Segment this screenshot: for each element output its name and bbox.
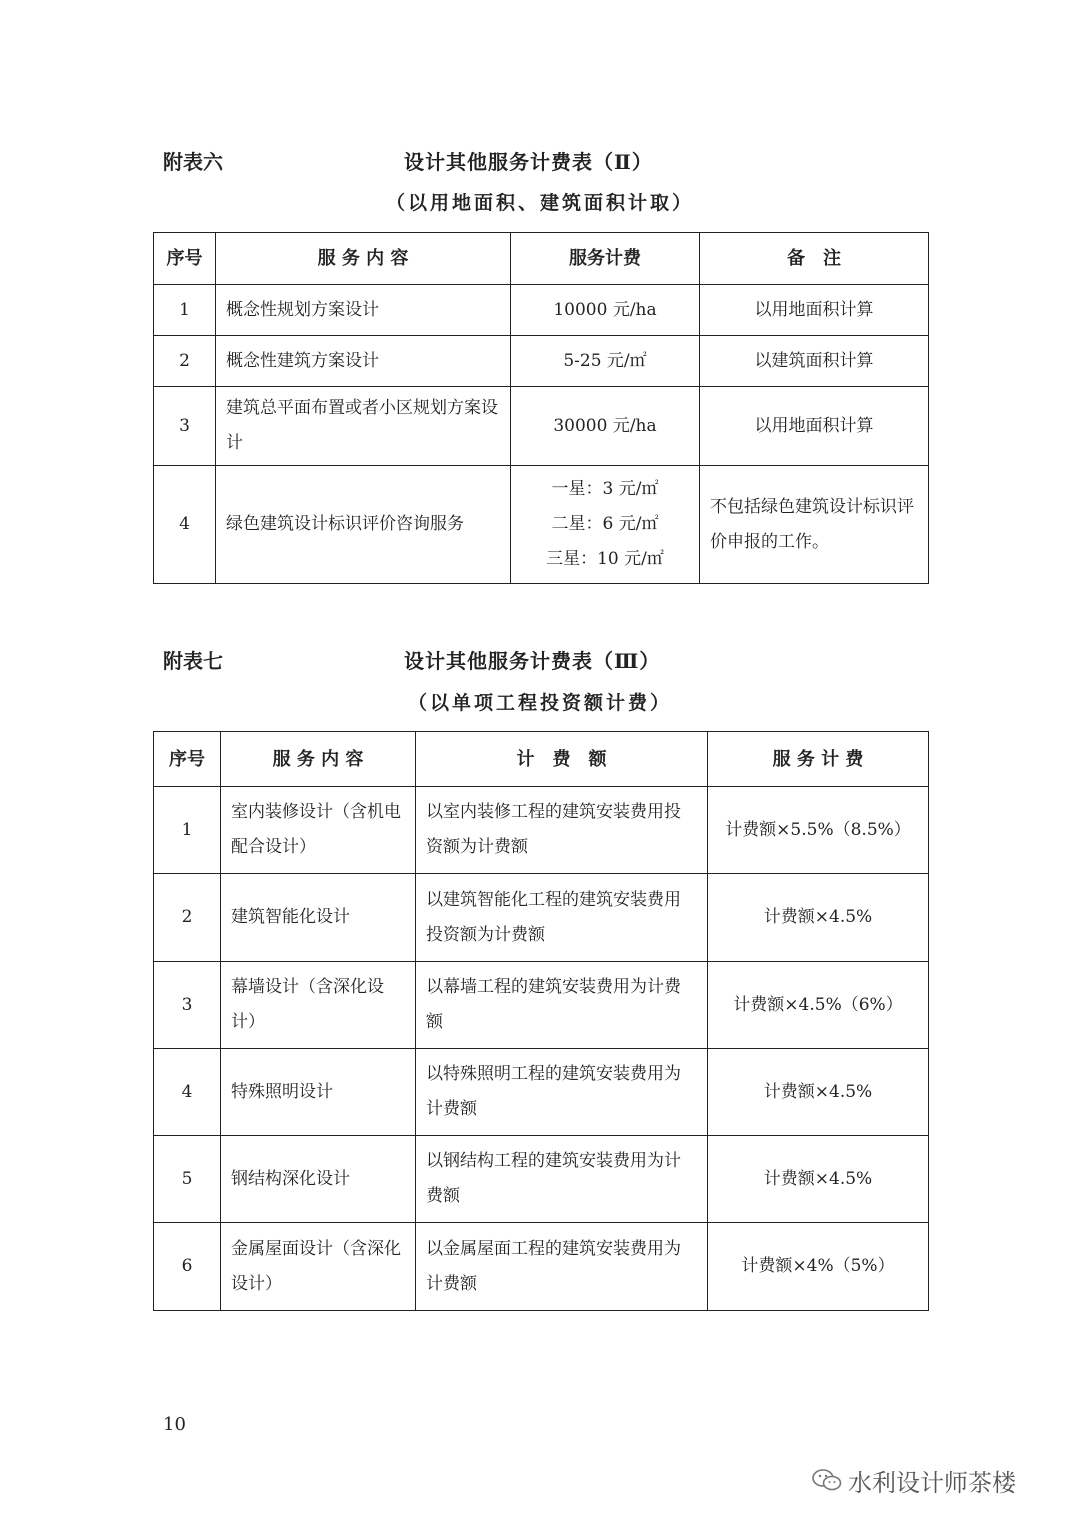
row-number: 1 [154,285,216,336]
table7-label: 附表七 [163,649,223,673]
service-content: 室内装修设计（含机电配合设计） [221,787,416,874]
watermark-text: 水利设计师茶楼 [848,1468,1016,1497]
row-number: 3 [154,962,221,1049]
note: 不包括绿色建筑设计标识评价申报的工作。 [700,466,929,584]
table-row [154,1223,929,1311]
row-number: 1 [154,787,221,874]
note: 以用地面积计算 [700,387,929,466]
table7-col-header: 服 务 内 容 [221,732,416,787]
table7-col-header: 计 费 额 [416,732,708,787]
service-content: 幕墙设计（含深化设计） [221,962,416,1049]
table6 [153,232,929,584]
service-fee: 计费额×5.5%（8.5%） [708,787,929,874]
table7 [153,731,929,1311]
service-fee: 计费额×4.5% [708,1136,929,1223]
row-number: 4 [154,466,216,584]
fee-basis: 以幕墙工程的建筑安装费用为计费额 [416,962,708,1049]
wechat-icon [812,1468,842,1492]
table7-col-header: 序号 [154,732,221,787]
row-number: 4 [154,1049,221,1136]
table6-title: 设计其他服务计费表（Ⅱ） [404,150,653,174]
table-row [154,874,929,962]
table7-header-row [154,732,929,787]
service-fee: 5-25 元/㎡ [511,336,700,387]
table6-header [0,142,1080,182]
page-number: 10 [163,1414,186,1435]
table7-title: 设计其他服务计费表（Ⅲ） [404,649,661,673]
service-content: 绿色建筑设计标识评价咨询服务 [216,466,511,584]
service-content: 概念性建筑方案设计 [216,336,511,387]
table7-header [0,641,1080,681]
fee-line: 二星：6 元/㎡ [551,514,659,534]
table-row [154,962,929,1049]
fee-basis: 以钢结构工程的建筑安装费用为计费额 [416,1136,708,1223]
row-number: 2 [154,336,216,387]
service-fee: 计费额×4.5% [708,874,929,962]
row-number: 5 [154,1136,221,1223]
table-row [154,1049,929,1136]
fee-line: 一星：3 元/㎡ [551,479,659,499]
watermark [812,1460,1016,1500]
table-row [154,387,929,466]
service-fee: 10000 元/ha [511,285,700,336]
service-fee: 计费额×4.5%（6%） [708,962,929,1049]
service-content: 钢结构深化设计 [221,1136,416,1223]
table6-col-header: 服务计费 [511,233,700,285]
fee-line: 三星：10 元/㎡ [546,549,664,569]
note: 以建筑面积计算 [700,336,929,387]
service-content: 金属屋面设计（含深化设计） [221,1223,416,1311]
table-row [154,466,929,584]
service-content: 特殊照明设计 [221,1049,416,1136]
table6-subtitle: （以用地面积、建筑面积计取） [385,192,694,214]
service-fee: 30000 元/ha [511,387,700,466]
row-number: 2 [154,874,221,962]
table7-col-header: 服 务 计 费 [708,732,929,787]
table6-label: 附表六 [163,150,223,174]
service-fee: 计费额×4%（5%） [708,1223,929,1311]
fee-basis: 以金属屋面工程的建筑安装费用为计费额 [416,1223,708,1311]
table-row [154,336,929,387]
note: 以用地面积计算 [700,285,929,336]
row-number: 6 [154,1223,221,1311]
table6-col-header: 序号 [154,233,216,285]
table-row [154,787,929,874]
table6-header-row [154,233,929,285]
fee-basis: 以室内装修工程的建筑安装费用投资额为计费额 [416,787,708,874]
service-content: 建筑总平面布置或者小区规划方案设计 [216,387,511,466]
table7-subtitle: （以单项工程投资额计费） [407,692,672,714]
fee-basis: 以建筑智能化工程的建筑安装费用投资额为计费额 [416,874,708,962]
service-content: 概念性规划方案设计 [216,285,511,336]
table-row [154,285,929,336]
service-content: 建筑智能化设计 [221,874,416,962]
table6-col-header: 备 注 [700,233,929,285]
fee-basis: 以特殊照明工程的建筑安装费用为计费额 [416,1049,708,1136]
row-number: 3 [154,387,216,466]
service-fee [511,466,700,584]
table6-col-header: 服 务 内 容 [216,233,511,285]
service-fee: 计费额×4.5% [708,1049,929,1136]
table-row [154,1136,929,1223]
